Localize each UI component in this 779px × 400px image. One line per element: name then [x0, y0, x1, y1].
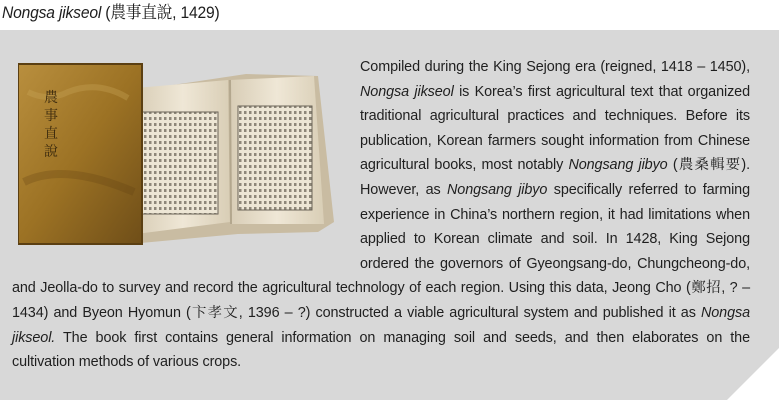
text-segment: The book first contains general information on managing soil and seeds, and then elaborates on the cultivation methods of various crops.: [12, 329, 750, 371]
page-title: [2, 0, 220, 26]
text-segment: Compiled during the King Sejong era (reigned, 1418 – 1450),: [360, 59, 750, 75]
title-hanja-year: (農事直說, 1429): [101, 3, 220, 22]
description-paragraph: [12, 55, 750, 375]
title-italic: Nongsang jibyo: [447, 181, 548, 198]
title-italic: Nongsang jibyo: [568, 157, 668, 174]
text-segment: (農桑輯要). However, as: [360, 157, 750, 198]
text-segment: is Korea’s first agricultural text that organized traditional agricultural practices and techniques. Before its publication, Korean farmers sought information from Chinese agricultural books, most notably: [360, 83, 750, 174]
title-italic: Nongsa jikseol.: [12, 304, 750, 346]
title-italic: Nongsa jikseol: [360, 83, 454, 100]
text-segment: specifically referred to farming experience in China’s northern region, it had limitations when applied to Korean climate and soil. In 1428, King Sejong ordered the governors of Gyeongsang-do, Chungcheong-do, and Jeolla-do to survey and record the agricultural technology of each region. Using this data, Jeong Cho (鄭招, ? – 1434) and Byeon Hyomun (卞孝文, 1396 – ?) constructed a viable agricultural system and published it as: [12, 181, 750, 321]
cover-title: 農事直說: [44, 90, 58, 160]
image-spacer: [12, 55, 360, 271]
title-italic: Nongsa jikseol: [2, 3, 102, 22]
